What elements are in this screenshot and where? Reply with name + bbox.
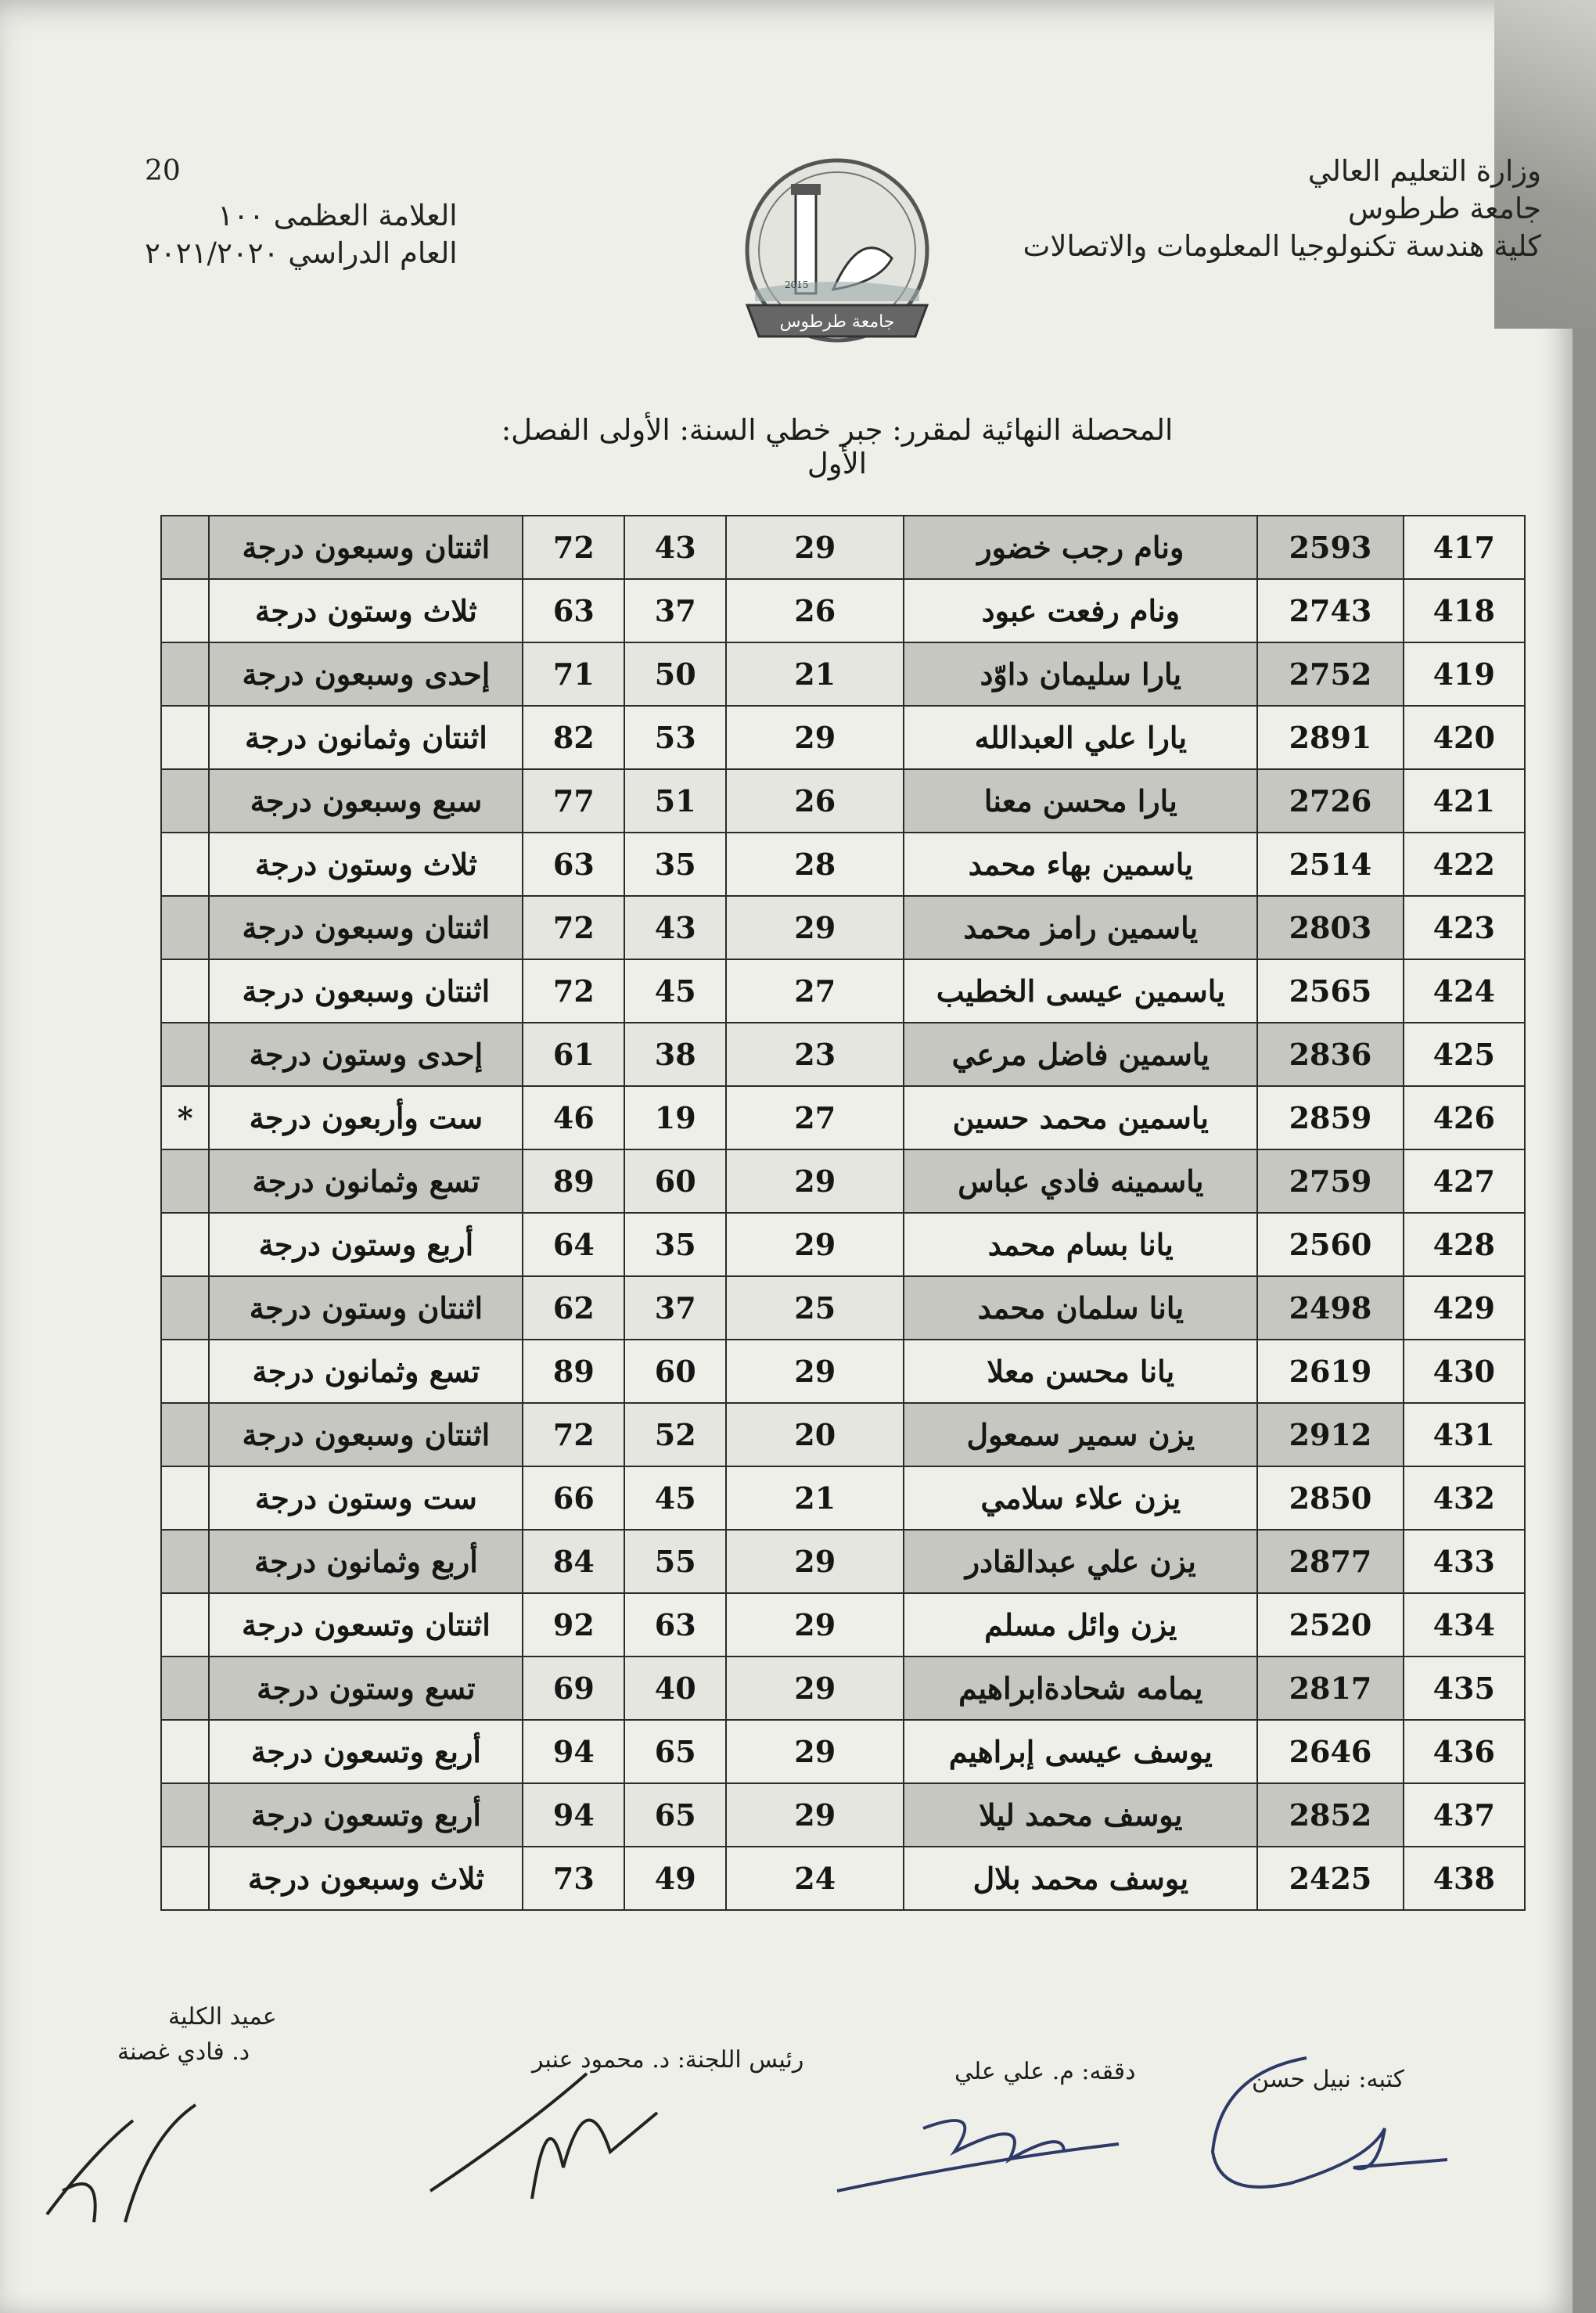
note-mark (161, 1847, 209, 1910)
student-name: يوسف محمد ليلا (904, 1783, 1257, 1847)
grades-table (160, 515, 1526, 1911)
exam-number: 2852 (1257, 1783, 1403, 1847)
table-row (161, 1657, 1525, 1720)
row-number: 428 (1404, 1213, 1525, 1276)
total-in-words: أربع وتسعون درجة (209, 1783, 523, 1847)
row-number: 423 (1404, 896, 1525, 959)
exam-number: 2646 (1257, 1720, 1403, 1783)
theory-mark: 43 (624, 896, 726, 959)
exam-number: 2565 (1257, 959, 1403, 1023)
note-mark (161, 1530, 209, 1593)
max-mark: العلامة العظمى ١٠٠ (217, 199, 458, 232)
practical-mark: 27 (726, 1086, 904, 1149)
total-in-words: اثنتان وثمانون درجة (209, 706, 523, 769)
student-name: يانا بسام محمد (904, 1213, 1257, 1276)
student-name: ياسمين بهاء محمد (904, 833, 1257, 896)
row-number: 421 (1404, 769, 1525, 833)
exam-number: 2877 (1257, 1530, 1403, 1593)
student-name: يارا علي العبدالله (904, 706, 1257, 769)
table-row (161, 833, 1525, 896)
student-name: ياسمين عيسى الخطيب (904, 959, 1257, 1023)
academic-year: العام الدراسي ٢٠٢١/٢٠٢٠ (145, 236, 458, 270)
seal-year: 2015 (785, 279, 809, 290)
student-name: يزن علاء سلامي (904, 1466, 1257, 1530)
total-mark: 72 (523, 1403, 624, 1466)
theory-mark: 37 (624, 1276, 726, 1340)
practical-mark: 24 (726, 1847, 904, 1910)
total-in-words: اثنتان وتسعون درجة (209, 1593, 523, 1657)
student-name: ياسمين فاضل مرعي (904, 1023, 1257, 1086)
note-mark (161, 1213, 209, 1276)
practical-mark: 29 (726, 896, 904, 959)
row-number: 437 (1404, 1783, 1525, 1847)
exam-number: 2836 (1257, 1023, 1403, 1086)
total-in-words: إحدى وستون درجة (209, 1023, 523, 1086)
exam-number: 2619 (1257, 1340, 1403, 1403)
row-number: 425 (1404, 1023, 1525, 1086)
row-number: 420 (1404, 706, 1525, 769)
student-name: ياسمين محمد حسين (904, 1086, 1257, 1149)
practical-mark: 29 (726, 1720, 904, 1783)
note-mark (161, 1149, 209, 1213)
table-row (161, 1340, 1525, 1403)
row-number: 427 (1404, 1149, 1525, 1213)
practical-mark: 21 (726, 642, 904, 706)
practical-mark: 29 (726, 1530, 904, 1593)
note-mark (161, 1783, 209, 1847)
note-mark (161, 833, 209, 896)
ministry-header (1023, 153, 1541, 265)
total-mark: 92 (523, 1593, 624, 1657)
theory-mark: 65 (624, 1783, 726, 1847)
practical-mark: 25 (726, 1276, 904, 1340)
table-row (161, 1149, 1525, 1213)
total-mark: 77 (523, 769, 624, 833)
signature-committee-icon (415, 2050, 673, 2207)
total-mark: 62 (523, 1276, 624, 1340)
theory-mark: 65 (624, 1720, 726, 1783)
table-row (161, 1276, 1525, 1340)
row-number: 424 (1404, 959, 1525, 1023)
exam-number: 2759 (1257, 1149, 1403, 1213)
total-in-words: ثلاث وستون درجة (209, 579, 523, 642)
exam-number: 2891 (1257, 706, 1403, 769)
exam-info (145, 197, 458, 272)
theory-mark: 55 (624, 1530, 726, 1593)
total-in-words: تسع وثمانون درجة (209, 1149, 523, 1213)
student-name: يوسف عيسى إبراهيم (904, 1720, 1257, 1783)
total-in-words: اثنتان وسبعون درجة (209, 959, 523, 1023)
student-name: يزن علي عبدالقادر (904, 1530, 1257, 1593)
note-mark (161, 1276, 209, 1340)
document-title: المحصلة النهائية لمقرر: جبر خطي السنة: الأولى الفصل: الأول (501, 413, 1174, 480)
student-name: ونام رجب خضور (904, 516, 1257, 579)
table-row (161, 1720, 1525, 1783)
practical-mark: 29 (726, 1149, 904, 1213)
theory-mark: 19 (624, 1086, 726, 1149)
committee-head: رئيس اللجنة: د. محمود عنبر (532, 2046, 804, 2074)
student-name: ونام رفعت عبود (904, 579, 1257, 642)
theory-mark: 40 (624, 1657, 726, 1720)
note-mark (161, 579, 209, 642)
total-in-words: ست وستون درجة (209, 1466, 523, 1530)
student-name: يارا سليمان داوّد (904, 642, 1257, 706)
table-row (161, 1530, 1525, 1593)
student-name: ياسمينه فادي عباس (904, 1149, 1257, 1213)
practical-mark: 29 (726, 1657, 904, 1720)
total-in-words: اثنتان وسبعون درجة (209, 516, 523, 579)
row-number: 429 (1404, 1276, 1525, 1340)
row-number: 438 (1404, 1847, 1525, 1910)
total-mark: 72 (523, 516, 624, 579)
faculty-line: كلية هندسة تكنولوجيا المعلومات والاتصالات (1023, 229, 1541, 263)
row-number: 430 (1404, 1340, 1525, 1403)
total-mark: 89 (523, 1149, 624, 1213)
table-row (161, 516, 1525, 579)
exam-number: 2520 (1257, 1593, 1403, 1657)
practical-mark: 20 (726, 1403, 904, 1466)
row-number: 433 (1404, 1530, 1525, 1593)
note-mark (161, 1340, 209, 1403)
student-name: يوسف محمد بلال (904, 1847, 1257, 1910)
table-row (161, 1086, 1525, 1149)
student-name: ياسمين رامز محمد (904, 896, 1257, 959)
table-row (161, 1593, 1525, 1657)
row-number: 432 (1404, 1466, 1525, 1530)
total-in-words: تسع وستون درجة (209, 1657, 523, 1720)
total-mark: 89 (523, 1340, 624, 1403)
theory-mark: 45 (624, 1466, 726, 1530)
total-in-words: تسع وثمانون درجة (209, 1340, 523, 1403)
row-number: 436 (1404, 1720, 1525, 1783)
total-in-words: اثنتان وسبعون درجة (209, 1403, 523, 1466)
checked-by: دققه: م. علي علي (954, 2058, 1136, 2085)
table-row (161, 896, 1525, 959)
total-mark: 73 (523, 1847, 624, 1910)
total-mark: 66 (523, 1466, 624, 1530)
total-in-words: سبع وسبعون درجة (209, 769, 523, 833)
total-mark: 64 (523, 1213, 624, 1276)
total-mark: 84 (523, 1530, 624, 1593)
signature-dean-icon (31, 2074, 219, 2230)
note-mark (161, 642, 209, 706)
practical-mark: 29 (726, 1340, 904, 1403)
practical-mark: 26 (726, 579, 904, 642)
note-mark (161, 516, 209, 579)
total-in-words: أربع وستون درجة (209, 1213, 523, 1276)
theory-mark: 35 (624, 833, 726, 896)
university-line: جامعة طرطوس (1347, 192, 1541, 225)
row-number: 434 (1404, 1593, 1525, 1657)
table-row (161, 1403, 1525, 1466)
total-mark: 94 (523, 1783, 624, 1847)
theory-mark: 53 (624, 706, 726, 769)
exam-number: 2743 (1257, 579, 1403, 642)
total-mark: 71 (523, 642, 624, 706)
row-number: 426 (1404, 1086, 1525, 1149)
table-row (161, 579, 1525, 642)
theory-mark: 49 (624, 1847, 726, 1910)
practical-mark: 28 (726, 833, 904, 896)
exam-number: 2726 (1257, 769, 1403, 833)
theory-mark: 60 (624, 1340, 726, 1403)
note-mark: * (161, 1086, 209, 1149)
note-mark (161, 896, 209, 959)
theory-mark: 60 (624, 1149, 726, 1213)
table-row (161, 1783, 1525, 1847)
signature-writer-icon (1197, 2042, 1455, 2207)
student-name: يزن وائل مسلم (904, 1593, 1257, 1657)
total-mark: 61 (523, 1023, 624, 1086)
total-mark: 63 (523, 833, 624, 896)
table-row (161, 642, 1525, 706)
theory-mark: 52 (624, 1403, 726, 1466)
row-number: 417 (1404, 516, 1525, 579)
student-name: يانا محسن معلا (904, 1340, 1257, 1403)
row-number: 422 (1404, 833, 1525, 896)
dean-name: د. فادي غصنة (117, 2038, 250, 2066)
row-number: 419 (1404, 642, 1525, 706)
practical-mark: 29 (726, 1213, 904, 1276)
dean-title: عميد الكلية (168, 2003, 277, 2031)
note-mark (161, 769, 209, 833)
exam-number: 2912 (1257, 1403, 1403, 1466)
exam-number: 2817 (1257, 1657, 1403, 1720)
row-number: 431 (1404, 1403, 1525, 1466)
theory-mark: 50 (624, 642, 726, 706)
practical-mark: 23 (726, 1023, 904, 1086)
total-mark: 94 (523, 1720, 624, 1783)
exam-number: 2498 (1257, 1276, 1403, 1340)
exam-number: 2514 (1257, 833, 1403, 896)
exam-number: 2425 (1257, 1847, 1403, 1910)
total-mark: 82 (523, 706, 624, 769)
theory-mark: 35 (624, 1213, 726, 1276)
theory-mark: 63 (624, 1593, 726, 1657)
note-mark (161, 959, 209, 1023)
row-number: 435 (1404, 1657, 1525, 1720)
total-mark: 63 (523, 579, 624, 642)
theory-mark: 38 (624, 1023, 726, 1086)
total-mark: 46 (523, 1086, 624, 1149)
practical-mark: 29 (726, 1783, 904, 1847)
total-in-words: اثنتان وستون درجة (209, 1276, 523, 1340)
total-in-words: أربع وتسعون درجة (209, 1720, 523, 1783)
exam-number: 2560 (1257, 1213, 1403, 1276)
note-mark (161, 706, 209, 769)
theory-mark: 43 (624, 516, 726, 579)
total-mark: 72 (523, 959, 624, 1023)
student-name: يارا محسن معنا (904, 769, 1257, 833)
table-row (161, 1466, 1525, 1530)
practical-mark: 21 (726, 1466, 904, 1530)
theory-mark: 45 (624, 959, 726, 1023)
university-seal-icon (724, 156, 951, 360)
table-row (161, 959, 1525, 1023)
total-in-words: ثلاث وسبعون درجة (209, 1847, 523, 1910)
total-in-words: اثنتان وسبعون درجة (209, 896, 523, 959)
table-row (161, 1023, 1525, 1086)
theory-mark: 37 (624, 579, 726, 642)
signature-checker-icon (829, 2081, 1127, 2207)
exam-number: 2752 (1257, 642, 1403, 706)
exam-number: 2859 (1257, 1086, 1403, 1149)
exam-number: 2803 (1257, 896, 1403, 959)
total-mark: 72 (523, 896, 624, 959)
practical-mark: 26 (726, 769, 904, 833)
page-number: 20 (145, 155, 181, 187)
note-mark (161, 1720, 209, 1783)
note-mark (161, 1403, 209, 1466)
note-mark (161, 1657, 209, 1720)
ministry-line: وزارة التعليم العالي (1307, 154, 1541, 188)
seal-text: جامعة طرطوس (779, 312, 895, 332)
table-row (161, 706, 1525, 769)
table-row (161, 1847, 1525, 1910)
total-in-words: ثلاث وستون درجة (209, 833, 523, 896)
total-in-words: ست وأربعون درجة (209, 1086, 523, 1149)
total-in-words: أربع وثمانون درجة (209, 1530, 523, 1593)
student-name: يمامه شحادةابراهيم (904, 1657, 1257, 1720)
table-row (161, 769, 1525, 833)
note-mark (161, 1593, 209, 1657)
practical-mark: 29 (726, 516, 904, 579)
exam-number: 2593 (1257, 516, 1403, 579)
table-row (161, 1213, 1525, 1276)
total-mark: 69 (523, 1657, 624, 1720)
practical-mark: 27 (726, 959, 904, 1023)
practical-mark: 29 (726, 706, 904, 769)
practical-mark: 29 (726, 1593, 904, 1657)
row-number: 418 (1404, 579, 1525, 642)
note-mark (161, 1023, 209, 1086)
exam-number: 2850 (1257, 1466, 1403, 1530)
theory-mark: 51 (624, 769, 726, 833)
total-in-words: إحدى وسبعون درجة (209, 642, 523, 706)
student-name: يانا سلمان محمد (904, 1276, 1257, 1340)
note-mark (161, 1466, 209, 1530)
student-name: يزن سمير سمعول (904, 1403, 1257, 1466)
written-by: كتبه: نبيل حسن (1252, 2066, 1404, 2093)
